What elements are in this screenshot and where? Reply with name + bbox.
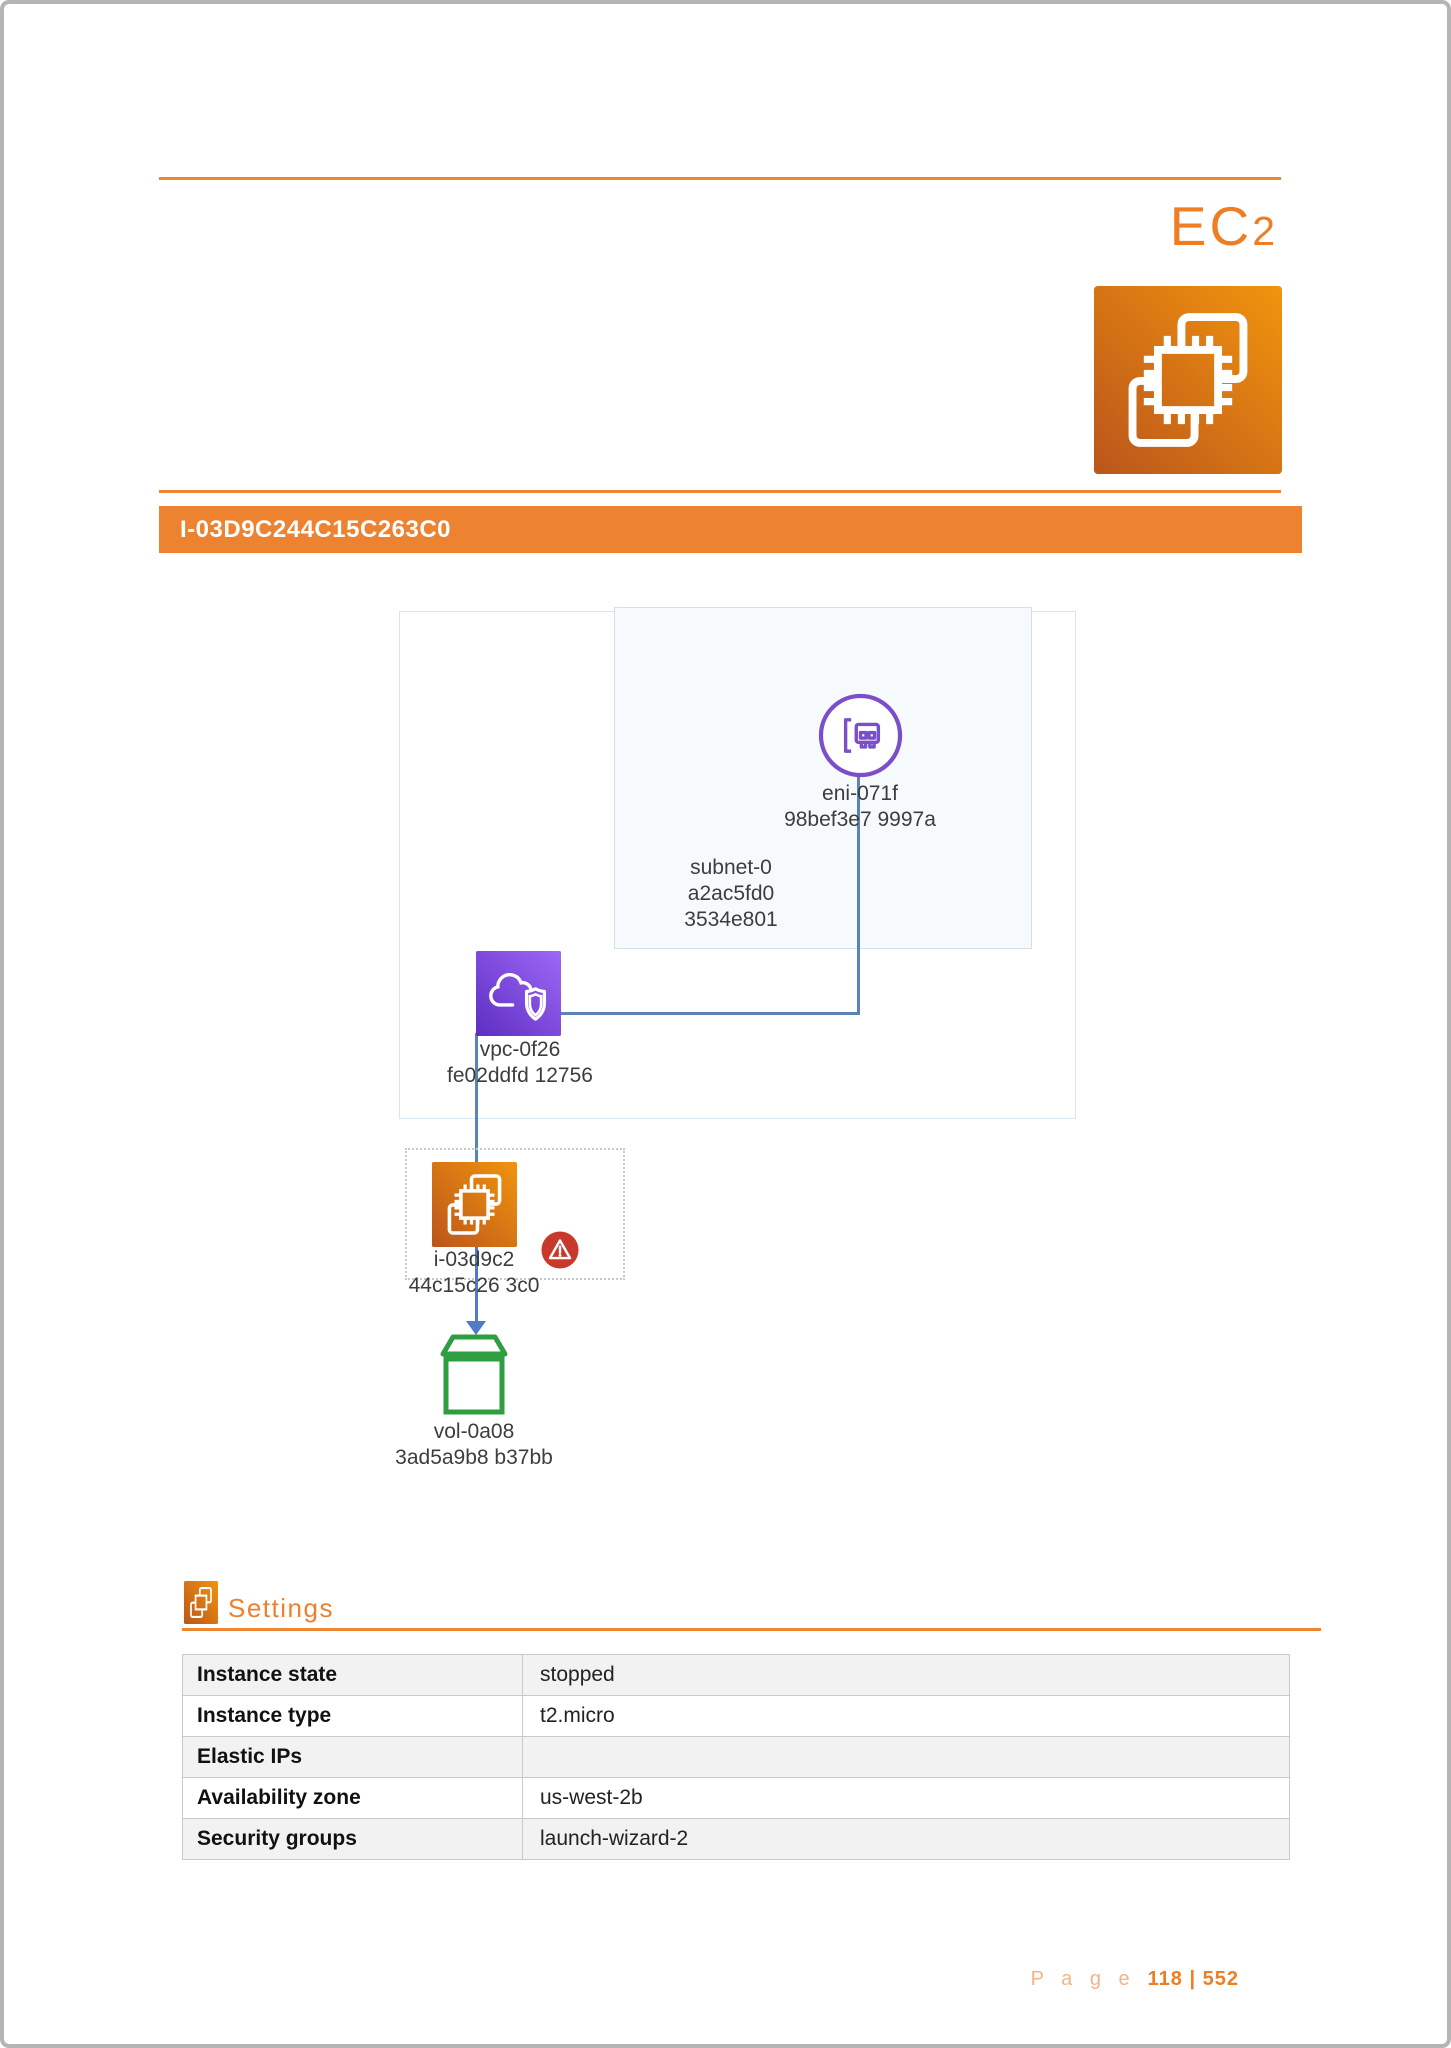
subnet-label-line1: subnet-0 — [690, 856, 772, 879]
ec2-service-icon — [1094, 286, 1282, 474]
page-numbers: 118 | 552 — [1147, 1968, 1239, 1990]
ec2-instance-icon — [432, 1162, 517, 1247]
volume-label — [354, 1419, 594, 1471]
table-row — [183, 1696, 1289, 1737]
vpc-label-line2: fe02ddfd 12756 — [447, 1064, 593, 1087]
settings-table — [182, 1654, 1290, 1860]
row-value — [523, 1737, 1289, 1777]
row-label: Elastic IPs — [183, 1737, 523, 1777]
header-rule — [159, 177, 1281, 180]
eni-label-line1: eni-071f — [822, 782, 898, 805]
page-title — [1170, 197, 1278, 260]
subnet-label-line2: a2ac5fd0 — [687, 882, 775, 905]
row-value: launch-wizard-2 — [540, 1827, 689, 1850]
row-label: Availability zone — [183, 1778, 523, 1818]
instance-label-line2: 44c15c26 3c0 — [408, 1274, 540, 1297]
page-footer — [1031, 1968, 1239, 1991]
instance-id-text: I-03D9C244C15C263C0 — [180, 516, 451, 543]
page-title-sub: 2 — [1252, 208, 1278, 254]
table-row — [183, 1737, 1289, 1778]
eni-label-line2: 98bef3e7 9997a — [784, 808, 936, 831]
network-interface-icon — [818, 693, 903, 778]
table-row — [183, 1655, 1289, 1696]
instance-label-line1: i-03d9c2 — [433, 1248, 515, 1271]
eni-label — [740, 781, 980, 833]
volume-label-line1: vol-0a08 — [433, 1420, 515, 1443]
instance-id-banner — [159, 506, 1302, 553]
row-label: Security groups — [183, 1819, 523, 1859]
settings-section-icon — [184, 1581, 218, 1624]
row-value: t2.micro — [540, 1704, 615, 1727]
row-value: stopped — [540, 1663, 615, 1686]
vpc-icon — [476, 951, 561, 1036]
page-title-main: EC — [1169, 195, 1253, 257]
settings-section-title: Settings — [228, 1593, 334, 1623]
page-word: P a g e — [1030, 1968, 1136, 1990]
volume-label-line2: 3ad5a9b8 b37bb — [395, 1446, 553, 1469]
instance-label — [354, 1247, 594, 1299]
table-row — [183, 1819, 1289, 1860]
subnet-label — [631, 855, 831, 933]
connector-vpc-eni-horizontal — [560, 1012, 860, 1015]
banner-top-rule — [159, 490, 1281, 493]
subnet-label-line3: 3534e801 — [684, 908, 778, 931]
vpc-label — [400, 1037, 640, 1089]
row-value: us-west-2b — [540, 1786, 643, 1809]
row-label: Instance type — [183, 1696, 523, 1736]
row-label: Instance state — [183, 1655, 523, 1695]
vpc-label-line1: vpc-0f26 — [479, 1038, 561, 1061]
table-row — [183, 1778, 1289, 1819]
ebs-volume-icon — [440, 1332, 508, 1418]
settings-rule — [182, 1628, 1321, 1631]
